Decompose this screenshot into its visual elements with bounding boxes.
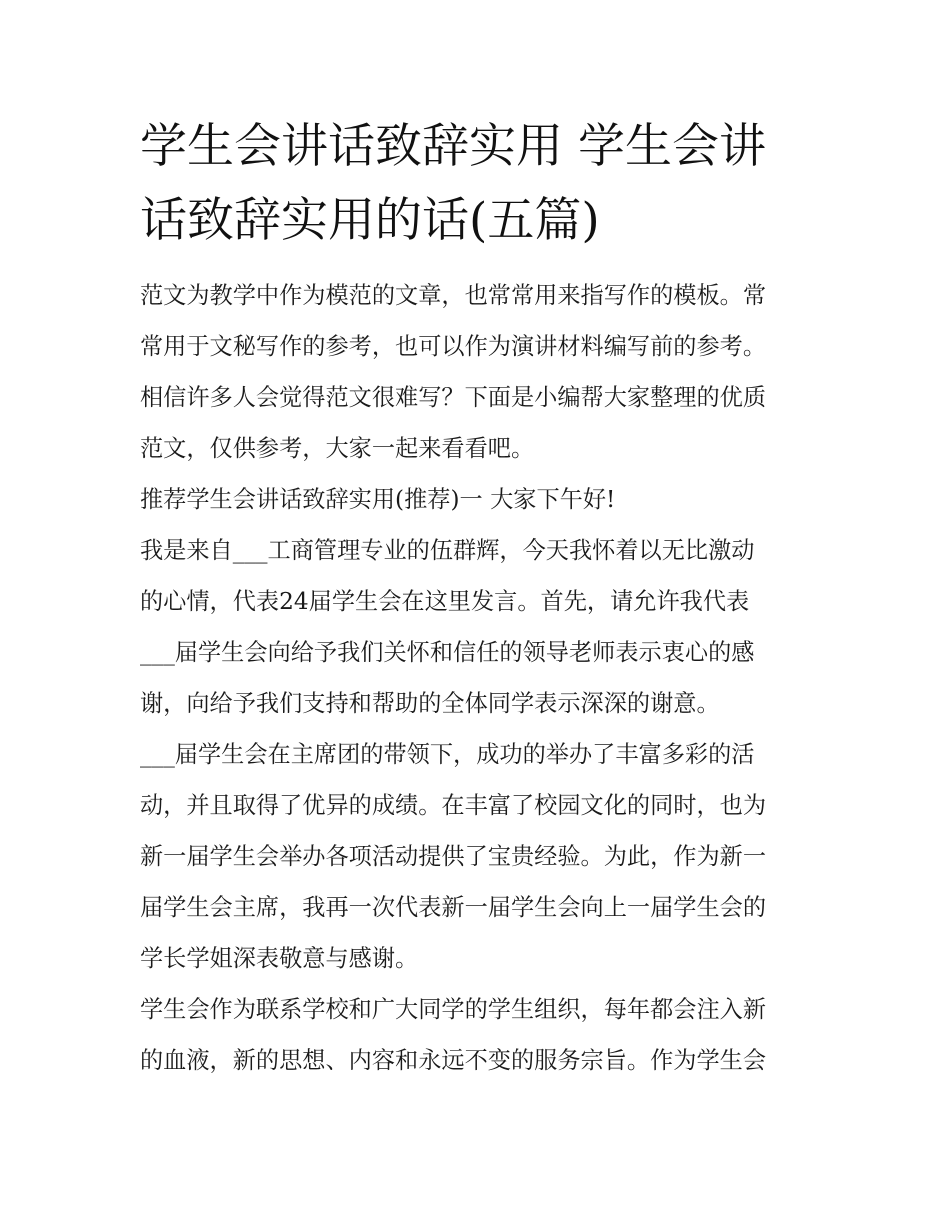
body-paragraph (140, 729, 812, 984)
text-line: ___届学生会向给予我们关怀和信任的领导老师表示衷心的感 (140, 639, 755, 666)
document-title (140, 110, 812, 258)
text-line: 相信许多人会觉得范文很难写？下面是小编帮大家整理的优质 (140, 384, 767, 411)
text-line: ___届学生会在主席团的带领下，成功的举办了丰富多彩的活 (140, 741, 755, 768)
document-body (140, 110, 812, 1086)
title-line: 学生会讲话致辞实用 学生会讲 (140, 119, 766, 174)
title-line: 话致辞实用的话(五篇) (140, 193, 600, 248)
body-paragraph (140, 984, 812, 1086)
section-heading-paragraph (140, 474, 812, 525)
text-line: 范文，仅供参考，大家一起来看看吧。 (140, 435, 535, 462)
text-line: 届学生会主席，我再一次代表新一届学生会向上一届学生会的 (140, 894, 767, 921)
body-paragraph (140, 525, 812, 729)
text-line: 学长学姐深表敬意与感谢。 (140, 945, 419, 972)
text-line: 的心情，代表24届学生会在这里发言。首先，请允许我代表 (140, 588, 750, 615)
text-line: 谢，向给予我们支持和帮助的全体同学表示深深的谢意。 (140, 690, 720, 717)
text-line: 范文为教学中作为模范的文章，也常常用来指写作的模板。常 (140, 282, 767, 309)
text-line: 的血液，新的思想、内容和永远不变的服务宗旨。作为学生会 (140, 1047, 767, 1074)
text-line: 动，并且取得了优异的成绩。在丰富了校园文化的同时，也为 (140, 792, 767, 819)
text-line: 学生会作为联系学校和广大同学的学生组织，每年都会注入新 (140, 996, 767, 1023)
text-line: 推荐学生会讲话致辞实用(推荐)一 大家下午好! (140, 486, 616, 513)
text-line: 新一届学生会举办各项活动提供了宝贵经验。为此，作为新一 (140, 843, 767, 870)
text-line: 我是来自___工商管理专业的伍群辉，今天我怀着以无比激动 (140, 537, 755, 564)
intro-paragraph (140, 270, 812, 474)
text-line: 常用于文秘写作的参考，也可以作为演讲材料编写前的参考。 (140, 333, 767, 360)
